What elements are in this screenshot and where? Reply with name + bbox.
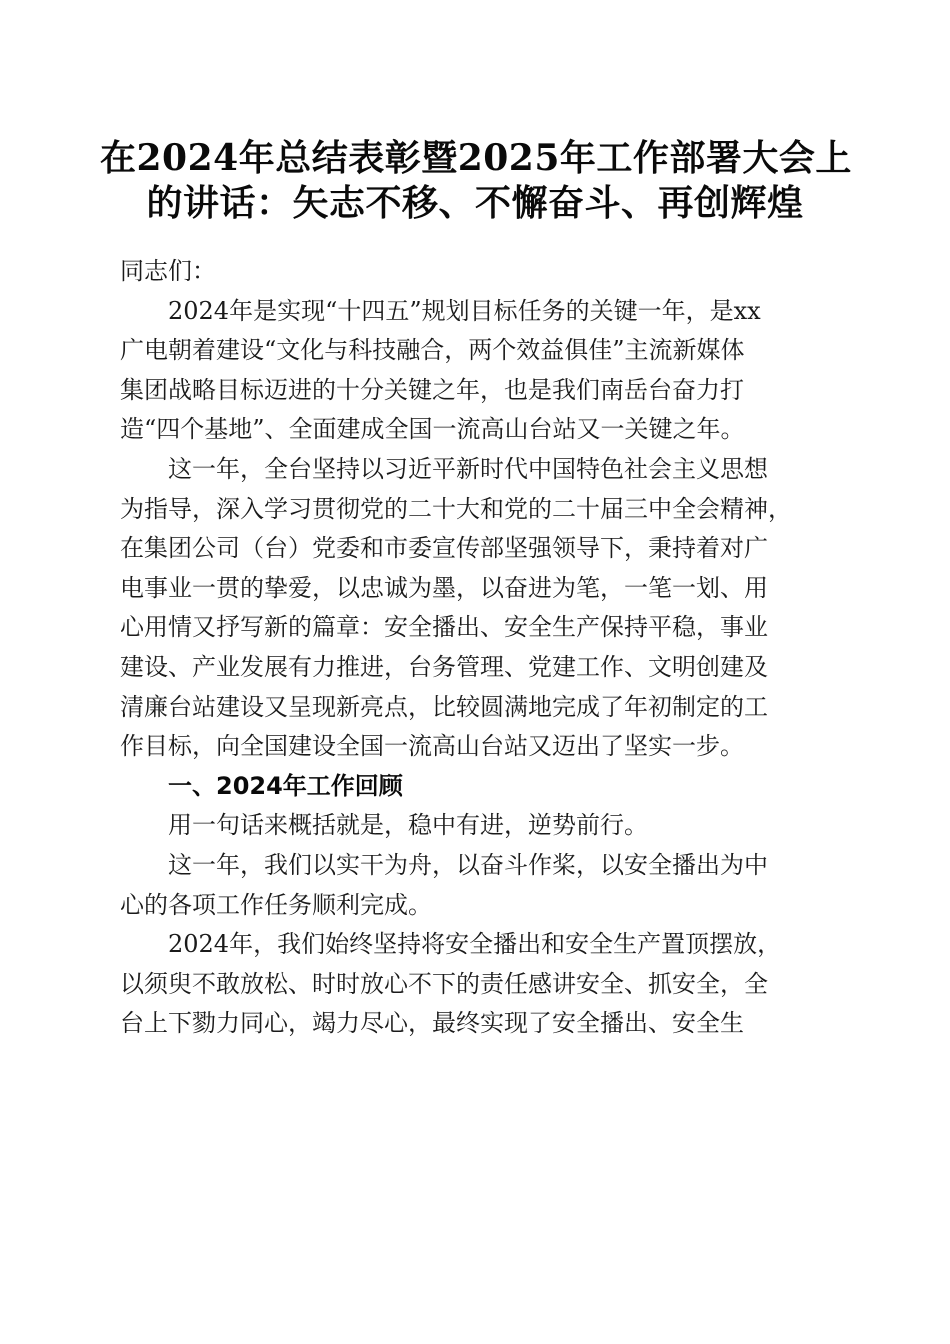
paragraph-1-line-2: 广电朝着建设“文化与科技融合，两个效益俱佳”主流新媒体 [120, 336, 745, 365]
document-title [100, 136, 850, 226]
section-paragraph-3-line-1: 2024年，我们始终坚持将安全播出和安全生产置顶摆放， [168, 930, 782, 959]
section-paragraph-3-line-2: 以须臾不敢放松、时时放心不下的责任感讲安全、抓安全，全 [120, 969, 768, 998]
section-heading: 一、2024年工作回顾 [168, 771, 403, 800]
section-paragraph-2-line-1: 这一年，我们以实干为舟，以奋斗作桨，以安全播出为中 [168, 850, 768, 879]
paragraph-1-line-1: 2024年是实现“十四五”规划目标任务的关键一年，是xx [168, 296, 761, 325]
section-paragraph-3-line-3: 台上下勠力同心，竭力尽心，最终实现了安全播出、安全生 [120, 1009, 744, 1038]
paragraph-2-line-5: 心用情又抒写新的篇章：安全播出、安全生产保持平稳，事业 [120, 613, 768, 642]
salutation: 同志们： [120, 257, 216, 285]
paragraph-2-line-6: 建设、产业发展有力推进，台务管理、党建工作、文明创建及 [120, 652, 768, 681]
paragraph-2-line-1: 这一年，全台坚持以习近平新时代中国特色社会主义思想 [168, 454, 768, 483]
paragraph-1-line-4: 造“四个基地”、全面建成全国一流高山台站又一关键之年。 [120, 415, 745, 444]
paragraph-2-line-2: 为指导，深入学习贯彻党的二十大和党的二十届三中全会精神， [120, 494, 792, 523]
paragraph-2-line-8: 作目标，向全国建设全国一流高山台站又迈出了坚实一步。 [120, 732, 744, 761]
title-line-1: 在2024年总结表彰暨2025年工作部署大会上 [100, 137, 852, 179]
paragraph-2-line-7: 清廉台站建设又呈现新亮点，比较圆满地完成了年初制定的工 [120, 692, 768, 721]
paragraph-2-line-3: 在集团公司（台）党委和市委宣传部坚强领导下，秉持着对广 [120, 534, 768, 563]
section-paragraph-2-line-2: 心的各项工作任务顺利完成。 [120, 890, 432, 919]
title-line-2: 的讲话：矢志不移、不懈奋斗、再创辉煌 [146, 182, 804, 224]
section-paragraph-1-line-1: 用一句话来概括就是，稳中有进，逆势前行。 [168, 811, 648, 840]
document-body [120, 252, 832, 1044]
paragraph-1-line-3: 集团战略目标迈进的十分关键之年，也是我们南岳台奋力打 [120, 375, 744, 404]
paragraph-2-line-4: 电事业一贯的挚爱，以忠诚为墨，以奋进为笔，一笔一划、用 [120, 573, 768, 602]
